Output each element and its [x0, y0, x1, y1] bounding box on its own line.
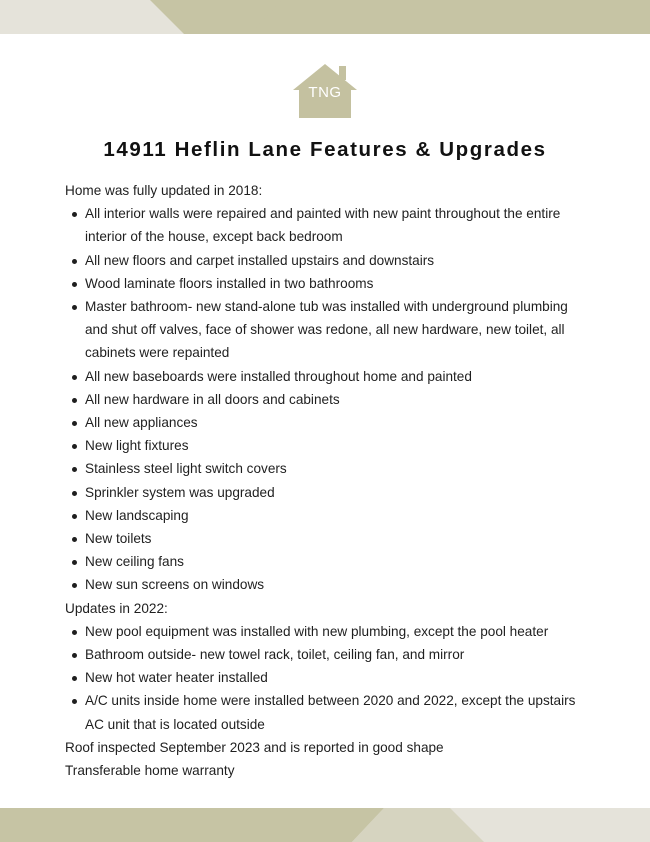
list-item: New pool equipment was installed with new plumbing, except the pool heater [85, 620, 585, 643]
bottom-decorative-band [0, 808, 650, 842]
home-warranty-note: Transferable home warranty [65, 763, 235, 779]
section-heading-2018: Home was fully updated in 2018: [65, 183, 263, 198]
list-item: Master bathroom- new stand-alone tub was installed with underground plumbing and shut off valves, face of shower was redone, all new hardware, new toilet, all cabinets were repainted [85, 295, 585, 365]
list-item: New hot water heater installed [85, 666, 585, 689]
list-2018 [65, 202, 585, 596]
roof-inspection-note: Roof inspected September 2023 and is reported in good shape [65, 739, 444, 755]
list-item: Sprinkler system was upgraded [85, 481, 585, 504]
list-item: Stainless steel light switch covers [85, 457, 585, 480]
document-body [65, 179, 585, 782]
top-decorative-band [0, 0, 650, 34]
list-item: New light fixtures [85, 434, 585, 457]
list-item: New landscaping [85, 504, 585, 527]
list-item: All new baseboards were installed throughout home and painted [85, 365, 585, 388]
list-item: All new appliances [85, 411, 585, 434]
list-item: New ceiling fans [85, 550, 585, 573]
list-item: All interior walls were repaired and painted with new paint throughout the entire interior of the house, except back bedroom [85, 202, 585, 248]
list-item: Bathroom outside- new towel rack, toilet, ceiling fan, and mirror [85, 643, 585, 666]
page-title: 14911 Heflin Lane Features & Upgrades [103, 138, 547, 161]
list-item: New sun screens on windows [85, 573, 585, 596]
list-item: New toilets [85, 527, 585, 550]
list-item: All new floors and carpet installed upstairs and downstairs [85, 249, 585, 272]
list-2022 [65, 620, 585, 736]
list-item: Wood laminate floors installed in two bathrooms [85, 272, 585, 295]
logo [291, 60, 359, 120]
list-item: All new hardware in all doors and cabinets [85, 388, 585, 411]
section-heading-2022: Updates in 2022: [65, 600, 168, 616]
logo-text: TNG [308, 84, 342, 101]
list-item: A/C units inside home were installed between 2020 and 2022, except the upstairs AC unit that is located outside [85, 689, 585, 735]
